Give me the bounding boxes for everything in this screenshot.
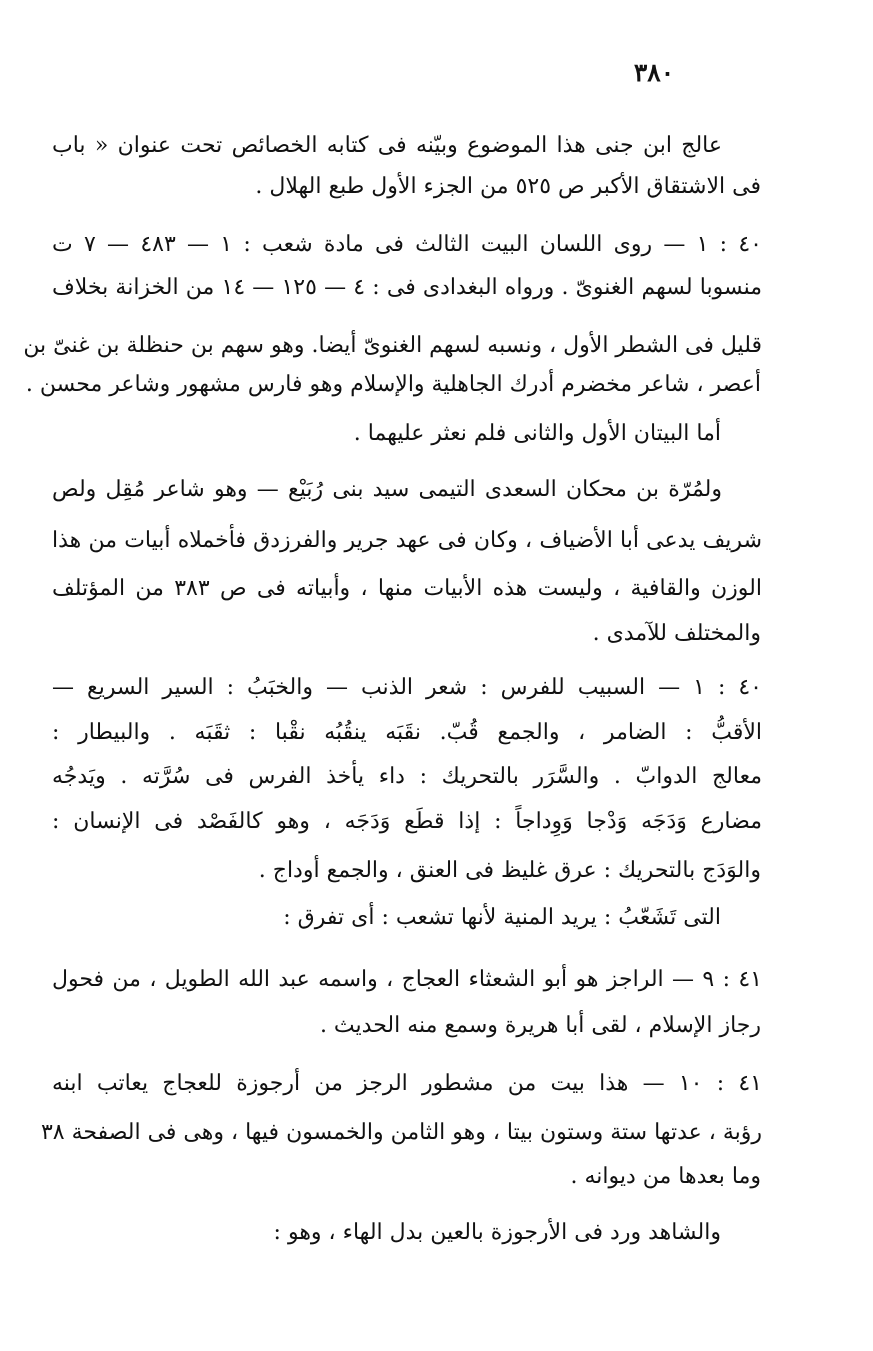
text-line: التى تَشَعّبُ : يريد المنية لأنها تشعب : أى تفرق : [283, 905, 721, 930]
text-line: قليل فى الشطر الأول ، ونسبه لسهم الغنوىّ أيضا. وهو سهم بن حنظلة بن غنىّ بن [23, 333, 762, 358]
text-line: الوزن والقافية ، وليست هذه الأبيات منها ، وأبياته فى ص ٣٨٣ من المؤتلف [52, 576, 762, 601]
text-line: والمختلف للآمدى . [592, 621, 761, 646]
text-line: معالج الدوابّ . والسَّرَر بالتحريك : داء يأخذ الفرس فى سُرَّته . ويَدجُه [52, 764, 762, 789]
text-line: والوَدَج بالتحريك : عرق غليظ فى العنق ، والجمع أوداج . [258, 858, 761, 883]
text-line: منسوبا لسهم الغنوىّ . ورواه البغدادى فى : ٤ — ١٢٥ — ١٤ من الخزانة بخلاف [52, 275, 762, 300]
text-line: ٤٠ : ١ — السبيب للفرس : شعر الذنب — والخبَبُ : السير السريع — [52, 675, 762, 700]
text-line: ٤١ : ٩ — الراجز هو أبو الشعثاء العجاج ، واسمه عبد الله الطويل ، من فحول [52, 967, 762, 992]
text-line: ولمُرّة بن محكان السعدى التيمى سيد بنى رُبَيْع — وهو شاعر مُقِل ولص [52, 477, 722, 502]
text-line: رجاز الإسلام ، لقى أبا هريرة وسمع منه الحديث . [319, 1013, 761, 1038]
text-line: عالج ابن جنى هذا الموضوع وبيّنه فى كتابه الخصائص تحت عنوان « باب [52, 133, 722, 158]
text-line: رؤبة ، عدتها ستة وستون بيتا ، وهو الثامن والخمسون فيها ، وهى فى الصفحة ٣٨ [40, 1120, 762, 1145]
text-line: أعصر ، شاعر مخضرم أدرك الجاهلية والإسلام وهو فارس مشهور وشاعر محسن . [25, 372, 761, 397]
text-line: فى الاشتقاق الأكبر ص ٥٢٥ من الجزء الأول طبع الهلال . [255, 174, 761, 199]
text-line: ٤٠ : ١ — روى اللسان البيت الثالث فى مادة شعب : ١ — ٤٨٣ — ٧ ت [52, 232, 762, 257]
text-line: شريف يدعى أبا الأضياف ، وكان فى عهد جرير والفرزدق فأخملاه أبيات من هذا [52, 528, 762, 553]
text-line: مضارع وَدَجَه وَدْجا وَوِداجاً : إذا قطَع وَدَجَه ، وهو كالفَصْد فى الإنسان : [52, 809, 762, 834]
text-line: الأقبُّ : الضامر ، والجمع قُبّ. نقَبَه ينقُبُه نقْبا : ثقَبَه . والبيطار : [52, 720, 762, 745]
text-line: والشاهد ورد فى الأرجوزة بالعين بدل الهاء ، وهو : [273, 1220, 721, 1245]
text-line: أما البيتان الأول والثانى فلم نعثر عليهما . [353, 421, 721, 446]
text-line: ٤١ : ١٠ — هذا بيت من مشطور الرجز من أرجوزة للعجاج يعاتب ابنه [52, 1071, 762, 1096]
text-line: وما بعدها من ديوانه . [570, 1164, 761, 1189]
page-number: ٣٨٠ [633, 58, 675, 87]
